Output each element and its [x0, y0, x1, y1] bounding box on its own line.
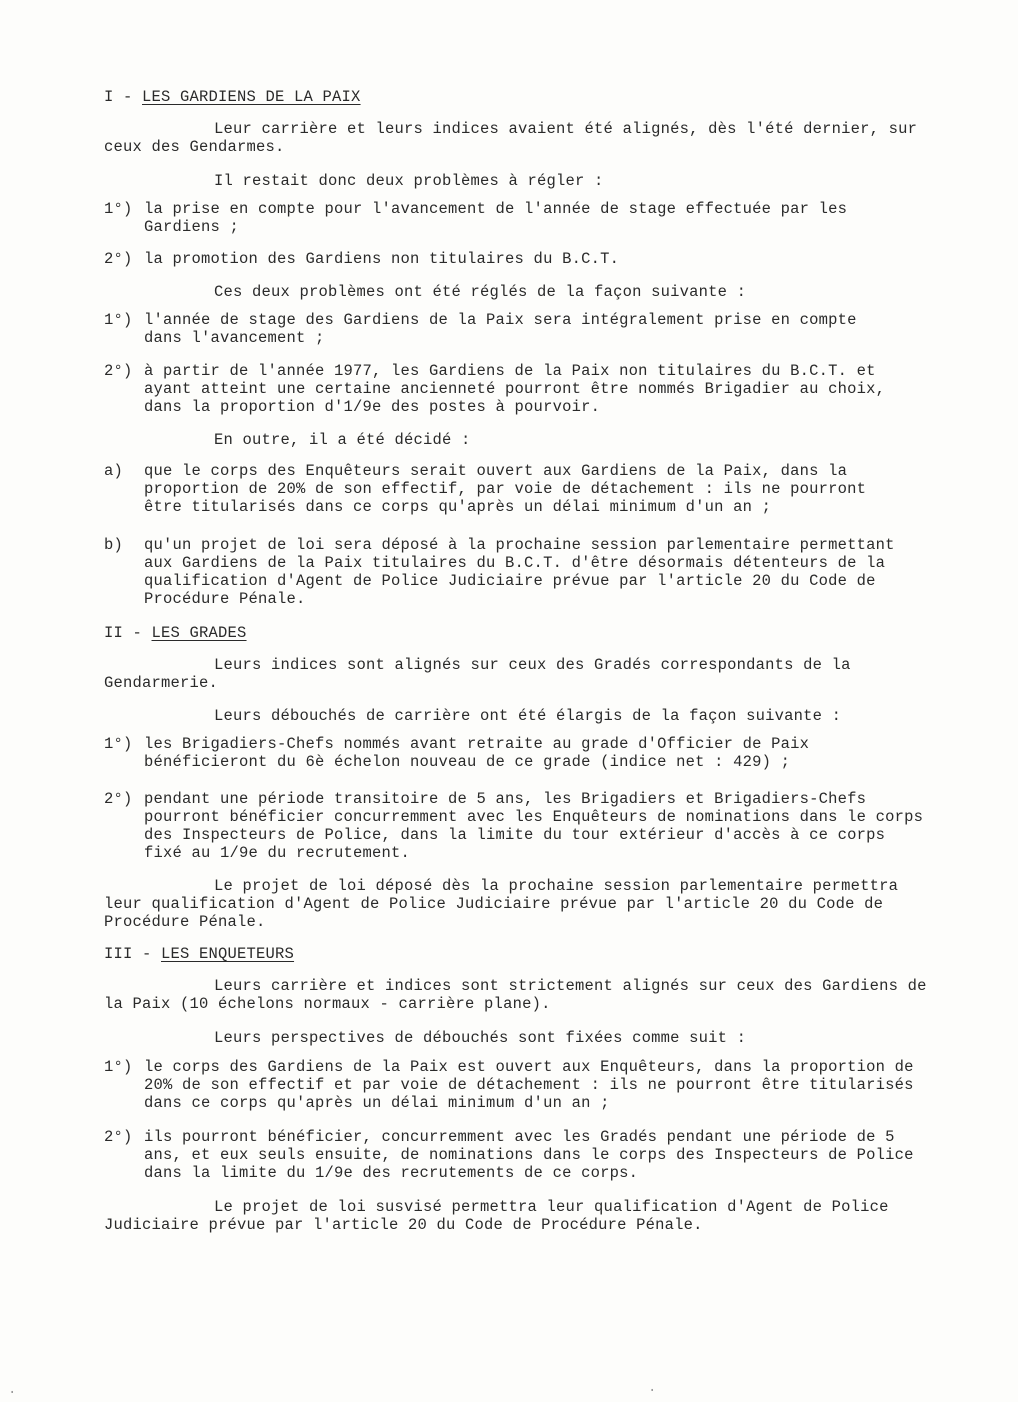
item-text: les Brigadiers-Chefs nommés avant retraite au grade d'Officier de Paix bénéficieront du 6è échelon nouveau de ce grade (indice net : 429) ;	[144, 735, 810, 771]
section-1-extra-intro: En outre, il a été décidé :	[214, 431, 471, 449]
section-2-number: II -	[104, 624, 152, 642]
section-3-intro: Leurs carrière et indices sont strictement alignés sur ceux des Gardiens de la Paix (10 échelons normaux - carrière plane).	[104, 977, 927, 1013]
item-number: b)	[104, 536, 124, 554]
section-3-outlets-intro: Leurs perspectives de débouchés sont fixées comme suit :	[214, 1029, 747, 1047]
item-text: à partir de l'année 1977, les Gardiens de la Paix non titulaires du B.C.T. et ayant atteint une certaine ancienneté pourront être nommés Brigadier au choix, dans la proportion d'1/9e des postes à pourvoir.	[144, 362, 886, 416]
section-1-intro: Leur carrière et leurs indices avaient été alignés, dès l'été dernier, sur ceux des Gendarmes.	[104, 120, 918, 156]
item-number: 1°)	[104, 311, 133, 329]
section-3-outlet-2	[104, 1128, 934, 1190]
section-3-heading	[104, 945, 294, 963]
item-text: ils pourront bénéficier, concurremment avec les Gradés pendant une période de 5 ans, et eux seuls ensuite, de nominations dans le corps des Inspecteurs de Police dans la limite du 1/9e des recrutements de ce corps.	[144, 1128, 914, 1182]
scan-speck: ·	[8, 1385, 17, 1401]
section-3-title: LES ENQUETEURS	[161, 945, 295, 963]
item-number: 2°)	[104, 790, 133, 808]
item-number: 1°)	[104, 735, 133, 753]
section-1-problem-2	[104, 250, 894, 270]
section-3-closing: Le projet de loi susvisé permettra leur qualification d'Agent de Police Judiciaire prévue par l'article 20 du Code de Procédure Pénale.	[104, 1198, 889, 1234]
item-number: 1°)	[104, 1058, 133, 1076]
section-1-heading	[104, 88, 361, 106]
section-1-solution-2	[104, 362, 924, 422]
item-text: pendant une période transitoire de 5 ans, les Brigadiers et Brigadiers-Chefs pourront bénéficier concurremment avec les Enquêteurs de nominations dans le corps des Inspecteurs de Police, dans la limite du tour extérieur d'accès à ce corps fixé au 1/9e du recrutement.	[144, 790, 924, 862]
item-text: que le corps des Enquêteurs serait ouvert aux Gardiens de la Paix, dans la proportion de 20% de son effectif, par voie de détachement : ils ne pourront être titularisés dans ce corps qu'après un délai minimum d'un an ;	[144, 462, 867, 516]
section-1-extra-a	[104, 462, 914, 524]
section-2-heading	[104, 624, 247, 642]
section-2-intro: Leurs indices sont alignés sur ceux des Gradés correspondants de la Gendarmerie.	[104, 656, 851, 692]
item-number: a)	[104, 462, 124, 480]
section-2-outlet-2	[104, 790, 934, 870]
item-text: la prise en compte pour l'avancement de l'année de stage effectuée par les Gardiens ;	[144, 200, 848, 236]
item-number: 1°)	[104, 200, 133, 218]
section-2-outlet-1	[104, 735, 934, 775]
item-number: 2°)	[104, 362, 133, 380]
item-text: le corps des Gardiens de la Paix est ouvert aux Enquêteurs, dans la proportion de 20% de son effectif et par voie de détachement : ils ne pourront être titularisés dans ce corps qu'après un délai minimum d'un an ;	[144, 1058, 914, 1112]
section-2-title: LES GRADES	[151, 624, 247, 642]
section-3-number: III -	[104, 945, 162, 963]
item-number: 2°)	[104, 1128, 133, 1146]
section-1-title: LES GARDIENS DE LA PAIX	[142, 88, 361, 106]
section-1-solution-1	[104, 311, 904, 351]
item-text: la promotion des Gardiens non titulaires du B.C.T.	[144, 250, 620, 268]
section-3-outlet-1	[104, 1058, 934, 1120]
section-1-solutions-intro: Ces deux problèmes ont été réglés de la façon suivante :	[214, 283, 747, 301]
section-2-closing: Le projet de loi déposé dès la prochaine session parlementaire permettra leur qualification d'Agent de Police Judiciaire prévue par l'article 20 du Code de Procédure Pénale.	[104, 877, 899, 931]
item-text: l'année de stage des Gardiens de la Paix sera intégralement prise en compte dans l'avancement ;	[144, 311, 857, 347]
section-1-extra-b	[104, 536, 934, 616]
scan-speck: ·	[648, 1383, 657, 1399]
item-number: 2°)	[104, 250, 133, 268]
section-1-number: I -	[104, 88, 143, 106]
section-2-outlets-intro: Leurs débouchés de carrière ont été élargis de la façon suivante :	[214, 707, 842, 725]
section-1-problems-intro: Il restait donc deux problèmes à régler :	[214, 172, 604, 190]
section-1-problem-1	[104, 200, 894, 240]
item-text: qu'un projet de loi sera déposé à la prochaine session parlementaire permettant aux Gardiens de la Paix titulaires du B.C.T. d'être désormais détenteurs de la qualification d'Agent de Police Judiciaire prévue par l'article 20 du Code de Procédure Pénale.	[144, 536, 895, 608]
